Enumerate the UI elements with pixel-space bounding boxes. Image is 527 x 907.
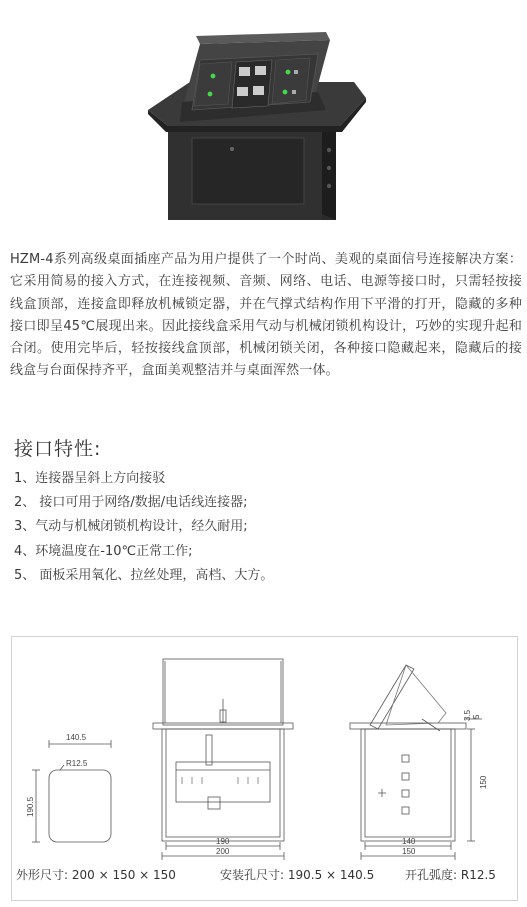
cutout-radius-label: R12.5 [66,759,88,768]
cutout-height-label: 190.5 [26,796,35,817]
front-inner-width-label: 190 [216,837,230,846]
side-top-dim-1: 3.5 [463,709,472,721]
feature-item: 4、环境温度在-10℃正常工作; [14,543,193,559]
feature-item: 5、 面板采用氧化、拉丝处理，高档、大方。 [14,567,274,583]
side-view [350,665,488,860]
side-outer-width-label: 150 [402,847,416,856]
side-height-label: 150 [479,775,488,789]
front-view [153,659,293,860]
product-photo [140,10,380,240]
install-hole-spec: 安装孔尺寸: 190.5 × 140.5 [220,868,375,882]
cutout-width-label: 140.5 [66,733,87,742]
hole-radius-spec: 开孔弧度: R12.5 [405,868,496,882]
side-inner-width-label: 140 [402,837,416,846]
spec-line [16,866,506,882]
cutout-view [26,733,111,842]
feature-item: 3、气动与机械闭锁机构设计，经久耐用; [14,519,248,535]
feature-item: 2、 接口可用于网络/数据/电话线连接器; [14,495,248,511]
features-title: 接口特性: [14,438,102,460]
intro-paragraph: HZM-4系列高级桌面插座产品为用户提供了一个时尚、美观的桌面信号连接解决方案：它采用简易的接入方式，在连接视频、音频、网络、电话、电源等接口时，只需轻按接线盒顶部，连接盒即释放机械锁定器，并在气撑式结构作用下平滑的打开，隐藏的多种接口即呈45℃展现出来。因此接线盒采用气动与机械闭锁机构设计，巧妙的实现升起和合闭。使用完毕后，轻按接线盒顶部，机械闭锁关闭，各种接口隐藏起来，隐藏后的接线盒与台面保持齐平，盒面美观整洁并与桌面浑然一体。 [10,252,522,379]
outer-size-spec: 外形尺寸: 200 × 150 × 150 [16,868,176,882]
front-outer-width-label: 200 [216,847,230,856]
features-list [14,467,273,588]
side-top-dim-2: 5 [472,714,481,719]
feature-item: 1、连接器呈斜上方向接驳 [14,471,166,486]
technical-drawing [11,636,518,901]
